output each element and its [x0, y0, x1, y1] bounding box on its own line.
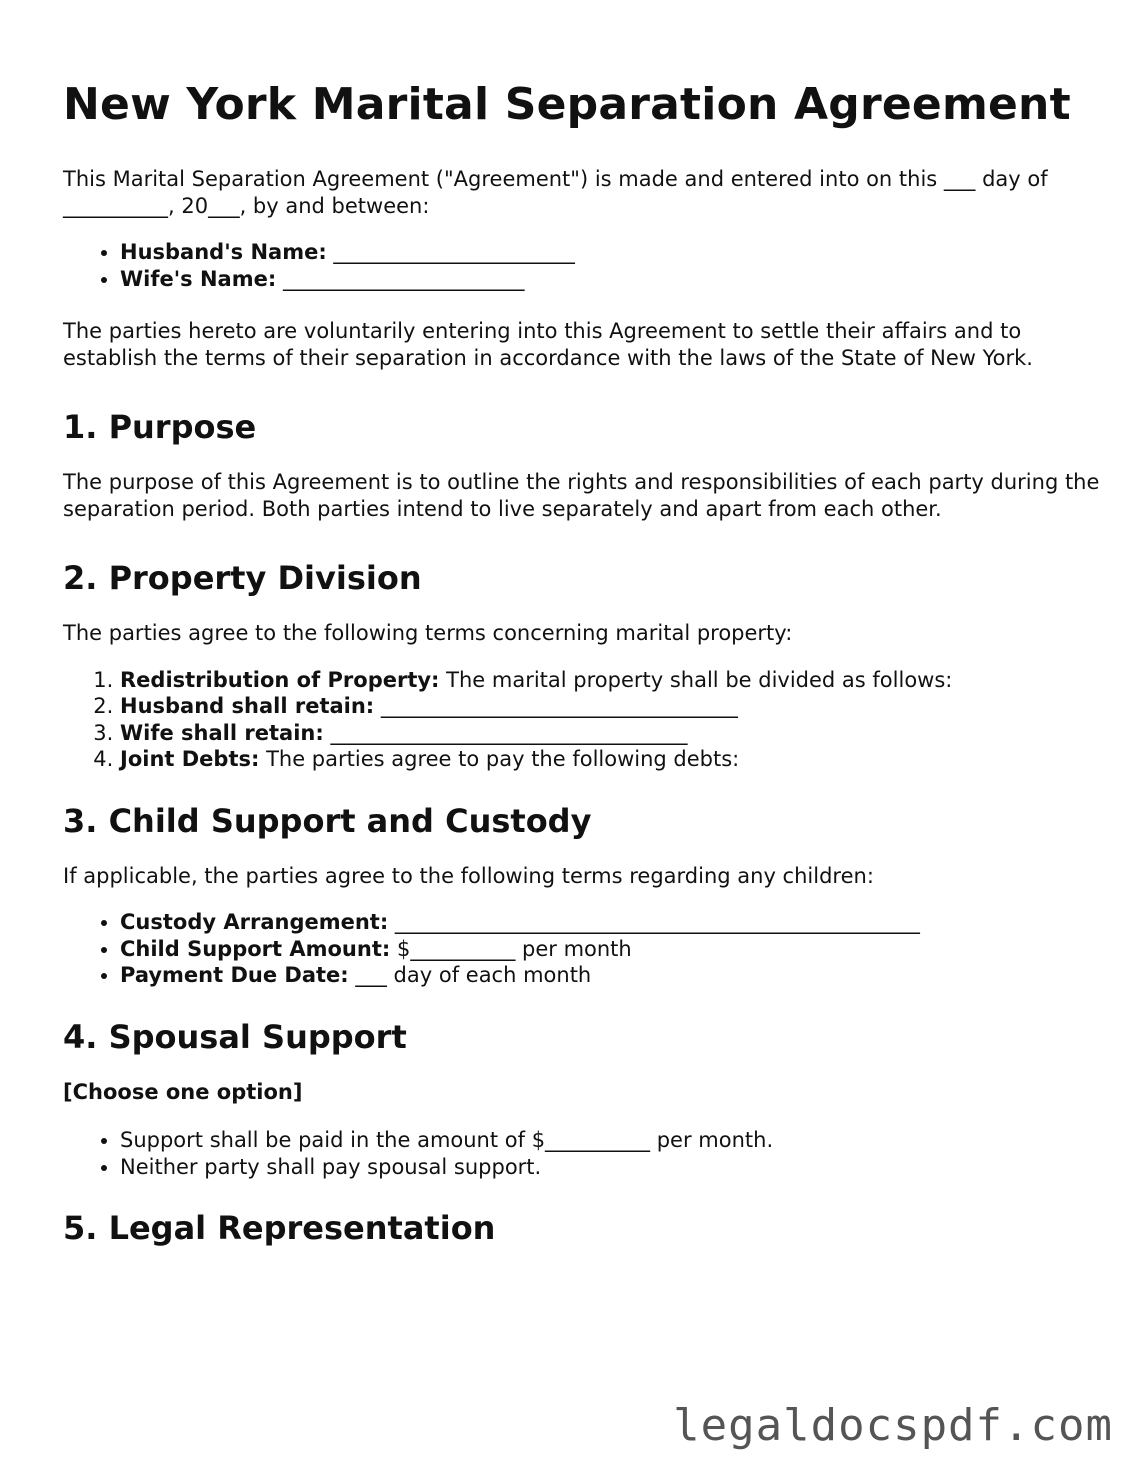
item-value: ___ day of each month — [355, 963, 592, 987]
child-support-paragraph: If applicable, the parties agree to the following terms regarding any children: — [63, 863, 874, 888]
list-item — [120, 720, 1103, 747]
item-label: Redistribution of Property: — [120, 667, 440, 692]
party-label: Wife's Name: — [120, 266, 277, 291]
property-list — [63, 667, 1103, 773]
section-heading-purpose: 1. Purpose — [63, 408, 257, 446]
item-value: $__________ per month — [396, 936, 632, 961]
list-item — [120, 909, 1103, 936]
party-value: _______________________ — [333, 240, 575, 264]
list-item: • Support shall be paid in the amount of $__________ per month. — [120, 1127, 1103, 1154]
preamble-paragraph: The parties hereto are voluntarily entering into this Agreement to settle their affairs and to establish the terms of their separation in accordance with the laws of the State of New York. — [63, 319, 1033, 370]
watermark-text: legaldocspdf.com — [673, 1400, 1113, 1451]
section-heading-child-support: 3. Child Support and Custody — [63, 801, 592, 840]
section-heading-spousal-support: 4. Spousal Support — [63, 1017, 407, 1056]
section-heading-property: 2. Property Division — [63, 559, 422, 597]
property-paragraph: The parties agree to the following terms concerning marital property: — [63, 621, 793, 645]
item-label: Joint Debts: — [120, 747, 260, 771]
list-item — [120, 693, 1103, 720]
item-value: __________________________________________________ — [394, 910, 920, 934]
list-item: • Neither party shall pay spousal support. — [120, 1154, 1103, 1181]
list-item — [120, 962, 1103, 989]
document-page — [63, 78, 1103, 1270]
choose-option-note: [Choose one option] — [63, 1079, 303, 1104]
spousal-support-list — [63, 1127, 1103, 1180]
item-label: Child Support Amount: — [120, 936, 391, 961]
list-item — [120, 239, 1103, 266]
item-label: Wife shall retain: — [120, 720, 324, 745]
child-support-list — [63, 909, 1103, 989]
document-title: New York Marital Separation Agreement — [63, 79, 1071, 130]
item-label: Husband shall retain: — [120, 694, 375, 718]
item-label: Custody Arrangement: — [120, 910, 389, 934]
intro-paragraph: This Marital Separation Agreement ("Agreement") is made and entered into on this ___ day of __________, 20___, by and between: — [63, 167, 1048, 218]
party-value: _______________________ — [282, 266, 525, 291]
list-item — [120, 667, 1103, 694]
item-label: Payment Due Date: — [120, 963, 349, 987]
parties-list — [63, 239, 1103, 292]
list-item — [120, 266, 1103, 293]
item-value: __________________________________ — [380, 694, 738, 718]
item-value: The parties agree to pay the following debts: — [266, 747, 740, 771]
list-item — [120, 936, 1103, 963]
purpose-paragraph: The purpose of this Agreement is to outline the rights and responsibilities of each party during the separation period. Both parties intend to live separately and apart from each other. — [63, 470, 1100, 521]
section-heading-legal-representation: 5. Legal Representation — [63, 1209, 496, 1247]
party-label: Husband's Name: — [120, 240, 327, 264]
item-value: The marital property shall be divided as follows: — [446, 667, 953, 692]
list-item — [120, 746, 1103, 773]
item-value: __________________________________ — [330, 720, 688, 745]
